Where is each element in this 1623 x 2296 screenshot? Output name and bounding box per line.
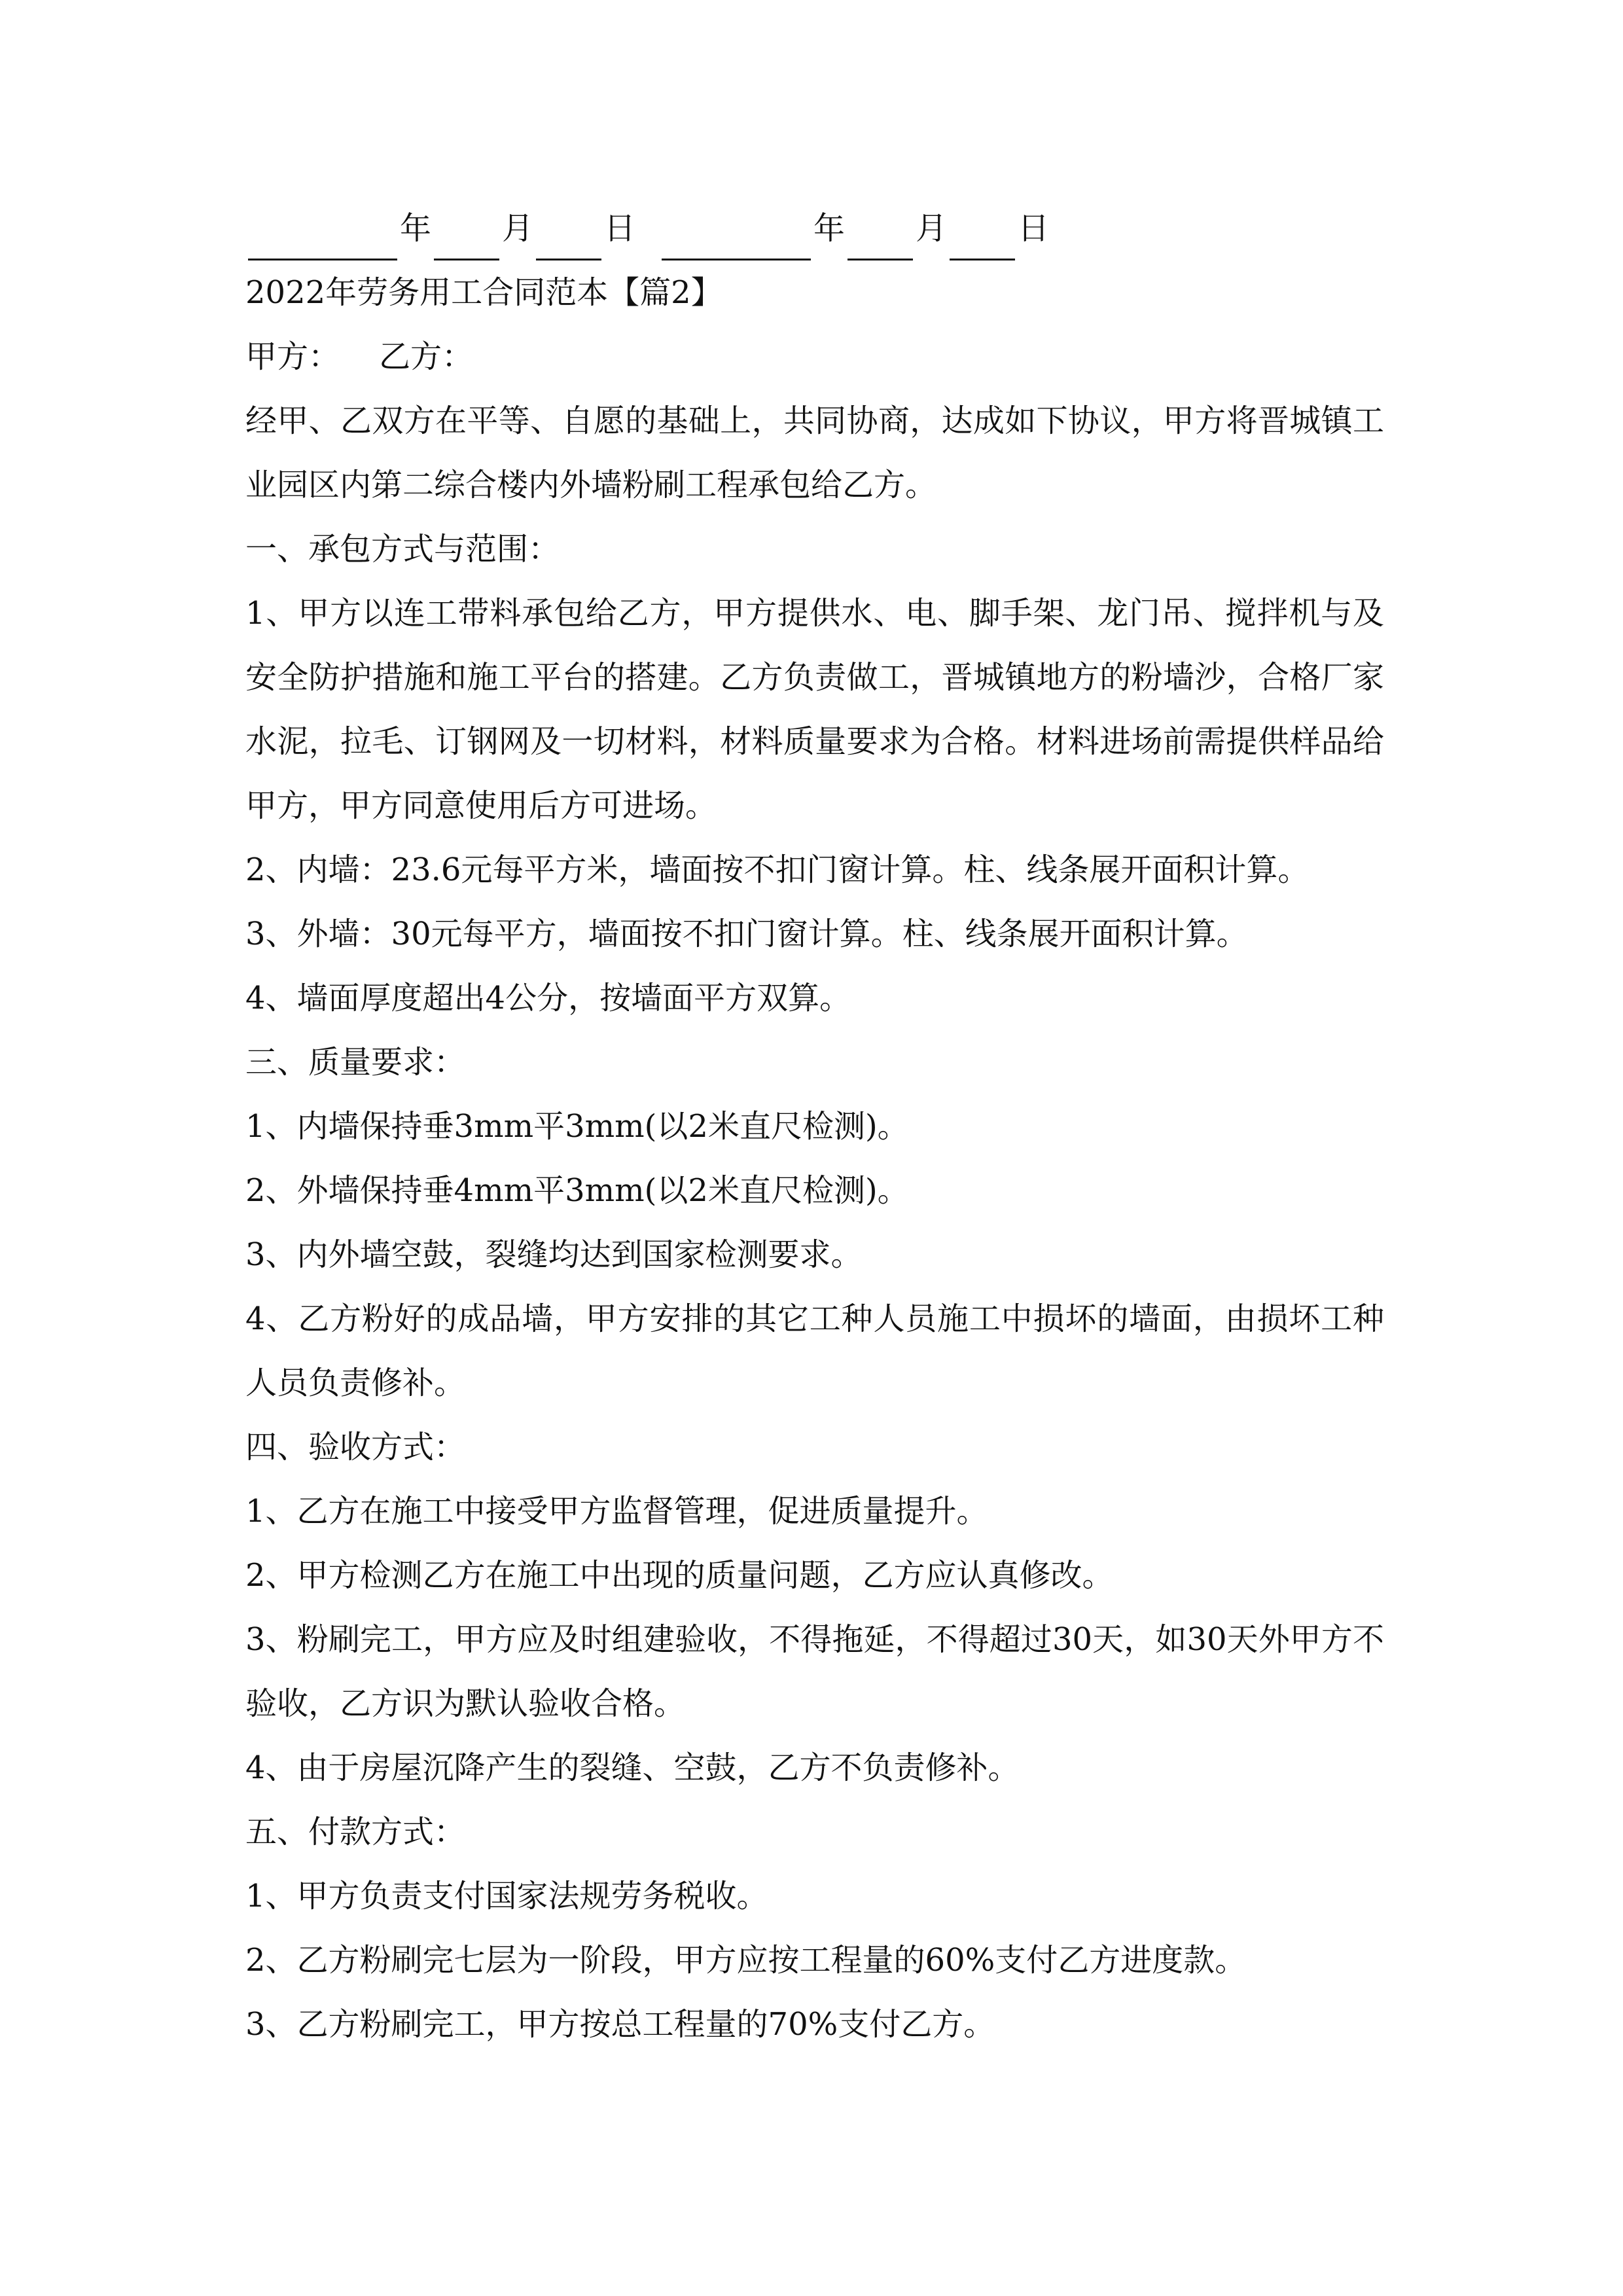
section-heading-payment: 五、付款方式： (245, 1814, 466, 1850)
quality-item-3: 3、内外墙空鼓，裂缝均达到国家检测要求。 (245, 1236, 863, 1273)
scope-item-2: 2、内墙：23.6元每平方米，墙面按不扣门窗计算。柱、线条展开面积计算。 (245, 852, 1310, 888)
quality-item-2: 2、外墙保持垂4mm平3mm(以2米直尺检测)。 (245, 1172, 909, 1209)
document-body (245, 196, 1384, 2056)
month-label-b: 月 (916, 210, 948, 247)
month-blank-a[interactable] (434, 219, 499, 260)
day-blank-a[interactable] (536, 219, 601, 260)
day-blank-b[interactable] (950, 219, 1015, 260)
payment-item-1: 1、甲方负责支付国家法规劳务税收。 (245, 1878, 768, 1914)
day-label-b: 日 (1018, 210, 1050, 247)
acceptance-item-4: 4、由于房屋沉降产生的裂缝、空鼓，乙方不负责修补。 (245, 1749, 1020, 1786)
acceptance-item-1: 1、乙方在施工中接受甲方监督管理，促进质量提升。 (245, 1493, 988, 1530)
day-label-a: 日 (604, 210, 636, 247)
month-blank-b[interactable] (847, 219, 913, 260)
month-label-a: 月 (502, 210, 534, 247)
acceptance-item-2: 2、甲方检测乙方在施工中出现的质量问题，乙方应认真修改。 (245, 1557, 1114, 1594)
document-title: 2022年劳务用工合同范本【篇2】 (245, 274, 722, 311)
scope-item-4: 4、墙面厚度超出4公分，按墙面平方双算。 (245, 980, 851, 1016)
scope-item-1: 1、甲方以连工带料承包给乙方，甲方提供水、电、脚手架、龙门吊、搅拌机与及安全防护措施和施工平台的搭建。乙方负责做工，晋城镇地方的粉墙沙，合格厂家水泥，拉毛、订钢网及一切材料，材料质量要求为合格。材料进场前需提供样品给甲方，甲方同意使用后方可进场。 (245, 595, 1384, 824)
section-heading-scope: 一、承包方式与范围： (245, 531, 560, 567)
quality-item-4: 4、乙方粉好的成品墙，甲方安排的其它工种人员施工中损坏的墙面，由损坏工种人员负责修补。 (245, 1300, 1384, 1401)
section-heading-quality: 三、质量要求： (245, 1044, 466, 1081)
quality-item-1: 1、内墙保持垂3mm平3mm(以2米直尺检测)。 (245, 1108, 909, 1145)
year-label-a: 年 (400, 210, 432, 247)
parties-line (245, 325, 1384, 389)
scope-item-3: 3、外墙：30元每平方，墙面按不扣门窗计算。柱、线条展开面积计算。 (245, 916, 1248, 952)
party-b-label: 乙方： (379, 338, 474, 375)
acceptance-item-3: 3、粉刷完工，甲方应及时组建验收，不得拖延，不得超过30天，如30天外甲方不验收，乙方识为默认验收合格。 (245, 1621, 1384, 1722)
payment-item-3: 3、乙方粉刷完工，甲方按总工程量的70%支付乙方。 (245, 2006, 995, 2043)
year-blank-a[interactable] (248, 219, 397, 260)
signature-date-line (245, 196, 1384, 260)
party-a-label: 甲方： (245, 338, 340, 375)
year-label-b: 年 (813, 210, 846, 247)
year-blank-b[interactable] (662, 219, 811, 260)
section-heading-acceptance: 四、验收方式： (245, 1429, 466, 1465)
payment-item-2: 2、乙方粉刷完七层为一阶段，甲方应按工程量的60%支付乙方进度款。 (245, 1942, 1247, 1979)
intro-paragraph: 经甲、乙双方在平等、自愿的基础上，共同协商，达成如下协议，甲方将晋城镇工业园区内第二综合楼内外墙粉刷工程承包给乙方。 (245, 403, 1384, 503)
